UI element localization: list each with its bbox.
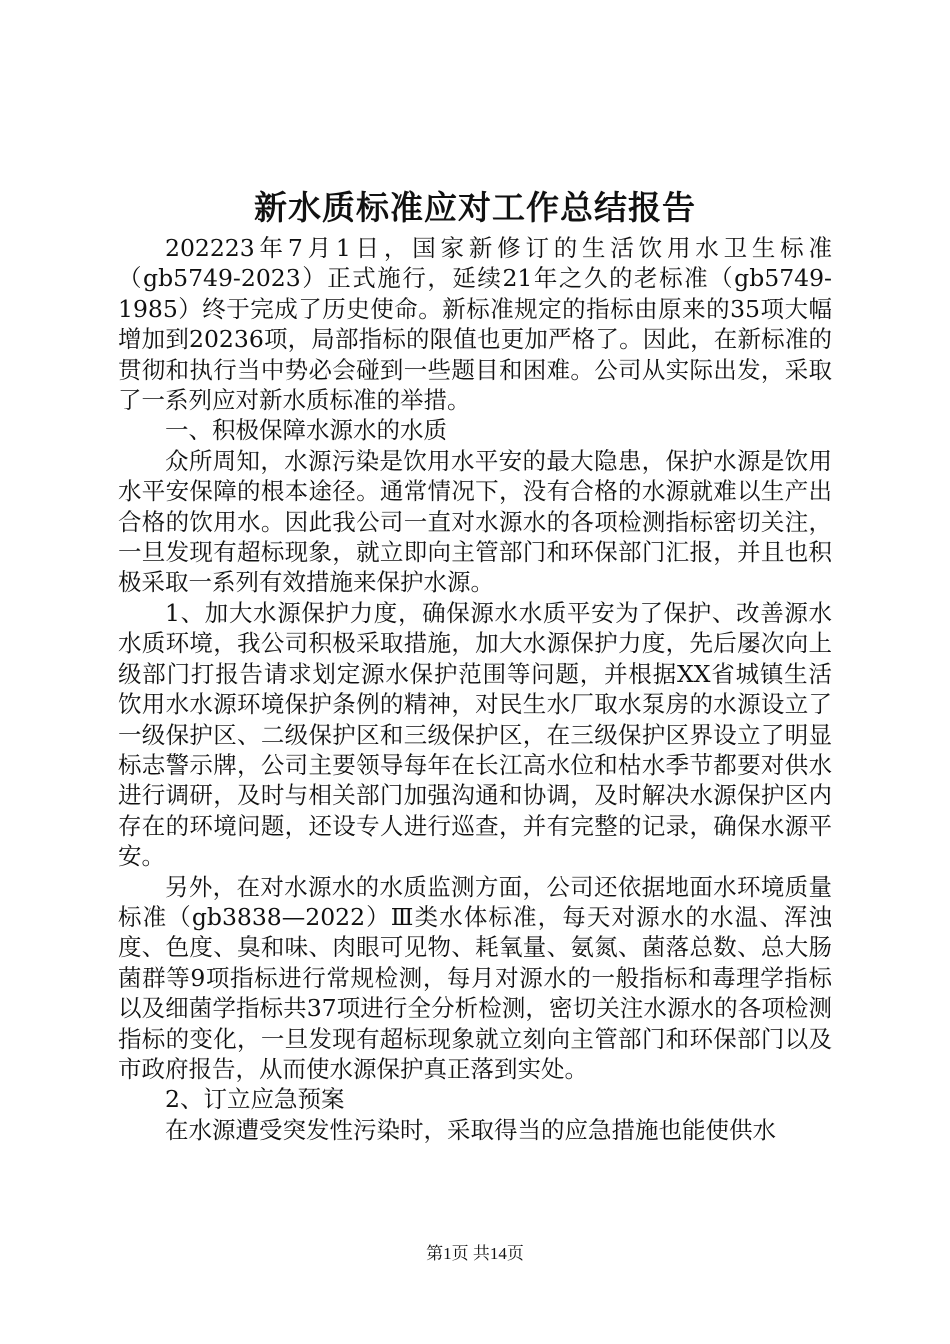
body-paragraph: 在水源遭受突发性污染时，采取得当的应急措施也能使供水 <box>165 1115 776 1144</box>
body-paragraph: 众所周知，水源污染是饮用水平安的最大隐患，保护水源是饮用水平安保障的根本途径。通常情况下，没有合格的水源就难以生产出合格的饮用水。因此我公司一直对水源水的各项检测指标密切关注，一旦发现有超标现象，就立即向主管部门和环保部门汇报，并且也积极采取一系列有效措施来保护水源。 <box>118 446 832 597</box>
body-paragraph: 另外，在对水源水的水质监测方面，公司还依据地面水环境质量标准（gb3838—2022）Ⅲ类水体标准，每天对源水的水温、浑浊度、色度、臭和味、肉眼可见物、耗氧量、氨氮、菌落总数、总大肠菌群等9项指标进行常规检测，每月对源水的一般指标和毒理学指标以及细菌学指标共37项进行全分析检测，密切关注水源水的各项检测指标的变化，一旦发现有超标现象就立刻向主管部门和环保部门以及市政府报告，从而使水源保护真正落到实处。 <box>118 872 832 1083</box>
intro-paragraph: 202223年7月1日，国家新修订的生活饮用水卫生标准（gb5749-2023）正式施行，延续21年之久的老标准（gb5749-1985）终于完成了历史使命。新标准规定的指标由原来的35项大幅增加到20236项，局部指标的限值也更加严格了。因此，在新标准的贯彻和执行当中势必会碰到一些题目和困难。公司从实际出发，采取了一系列应对新水质标准的举措。 <box>118 234 832 415</box>
document-title: 新水质标准应对工作总结报告 <box>254 188 696 227</box>
subsection-heading-2: 2、订立应急预案 <box>165 1085 345 1114</box>
body-paragraph: 1、加大水源保护力度，确保源水水质平安为了保护、改善源水水质环境，我公司积极采取措施，加大水源保护力度，先后屡次向上级部门打报告请求划定源水保护范围等问题，并根据XX省城镇生活饮用水水源环境保护条例的精神，对民生水厂取水泵房的水源设立了一级保护区、二级保护区和三级保护区，在三级保护区界设立了明显标志警示牌，公司主要领导每年在长江高水位和枯水季节都要对供水进行调研，及时与相关部门加强沟通和协调，及时解决水源保护区内存在的环境问题，还设专人进行巡查，并有完整的记录，确保水源平安。 <box>118 598 832 871</box>
section-heading-1: 一、积极保障水源水的水质 <box>165 416 447 445</box>
document-body <box>118 233 832 1145</box>
page-number-footer: 第1页 共14页 <box>426 1244 524 1263</box>
